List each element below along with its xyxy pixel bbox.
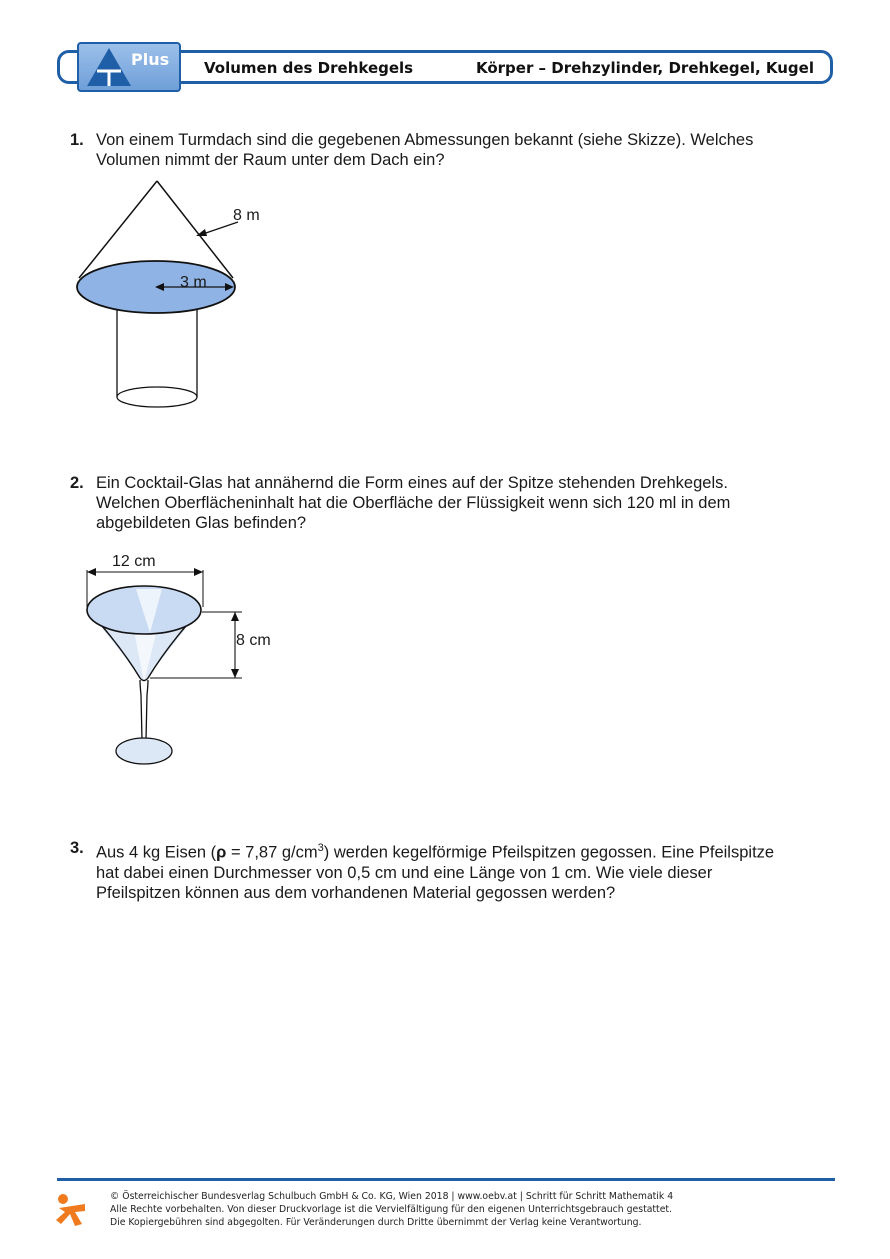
task-text	[96, 838, 774, 903]
glass-foot	[116, 738, 172, 764]
task-line: Pfeilspitzen können aus dem vorhandenen Material gegossen werden?	[96, 883, 616, 902]
task-line: Ein Cocktail-Glas hat annähernd die Form eines auf der Spitze stehenden Drehkegels.	[96, 474, 728, 492]
logo-word: Plus	[131, 50, 170, 69]
worksheet-title: Volumen des Drehkegels	[204, 59, 414, 77]
copyright-notice	[110, 1190, 673, 1229]
task-line: hat dabei einen Durchmesser von 0,5 cm und eine Länge von 1 cm. Wie viele dieser	[96, 863, 713, 882]
slant-label: 8 m	[233, 207, 260, 224]
cocktail-glass-figure	[70, 545, 300, 780]
radius-label: 3 m	[180, 274, 207, 291]
task-text	[96, 130, 753, 170]
arrowhead-icon	[194, 568, 203, 576]
text-run: ) werden kegelförmige Pfeilspitzen gegossen. Eine Pfeilspitze	[323, 843, 775, 862]
task-line: Von einem Turmdach sind die gegebenen Abmessungen bekannt (siehe Skizze). Welches	[96, 131, 754, 149]
height-label: 8 cm	[236, 632, 271, 649]
rho-symbol: ρ	[216, 843, 227, 862]
triangle-logo-icon	[85, 46, 133, 88]
arrowhead-icon	[231, 669, 239, 678]
footer-line: Alle Rechte vorbehalten. Von dieser Druckvorlage ist die Vervielfältigung für den eigenen Unterrichtsgebrauch gestattet.	[110, 1204, 673, 1215]
worksheet-topic: Körper – Drehzylinder, Drehkegel, Kugel	[475, 59, 814, 77]
arrowhead-icon	[87, 568, 96, 576]
publisher-logo-icon	[55, 1192, 91, 1228]
task-number: 1.	[70, 131, 84, 149]
footer-divider	[57, 1178, 835, 1181]
cylinder-base	[117, 387, 197, 407]
plus-logo	[77, 42, 181, 92]
task-line: Welchen Oberflächeninhalt hat die Oberfläche der Flüssigkeit wenn sich 120 ml in dem	[96, 494, 731, 512]
tower-roof-figure	[60, 170, 300, 420]
task-number: 3.	[70, 839, 84, 857]
footer-line: © Österreichischer Bundesverlag Schulbuch GmbH & Co. KG, Wien 2018 | www.oebv.at | Schritt für Schritt Mathematik 4	[110, 1191, 674, 1202]
footer-line: Die Kopiergebühren sind abgegolten. Für Veränderungen durch Dritte übernimmt der Verlag keine Verantwortung.	[110, 1217, 642, 1228]
arrowhead-icon	[231, 612, 239, 621]
task-line	[96, 838, 774, 863]
task-line: Volumen nimmt der Raum unter dem Dach ein?	[96, 151, 445, 169]
text-run: Aus 4 kg Eisen (	[96, 843, 217, 862]
task-line: abgebildeten Glas befinden?	[96, 514, 307, 532]
superscript: 3	[317, 842, 324, 854]
text-run: = 7,87 g/cm	[226, 843, 318, 862]
task-number: 2.	[70, 474, 84, 492]
diameter-label: 12 cm	[112, 553, 156, 570]
task-text	[96, 473, 730, 533]
